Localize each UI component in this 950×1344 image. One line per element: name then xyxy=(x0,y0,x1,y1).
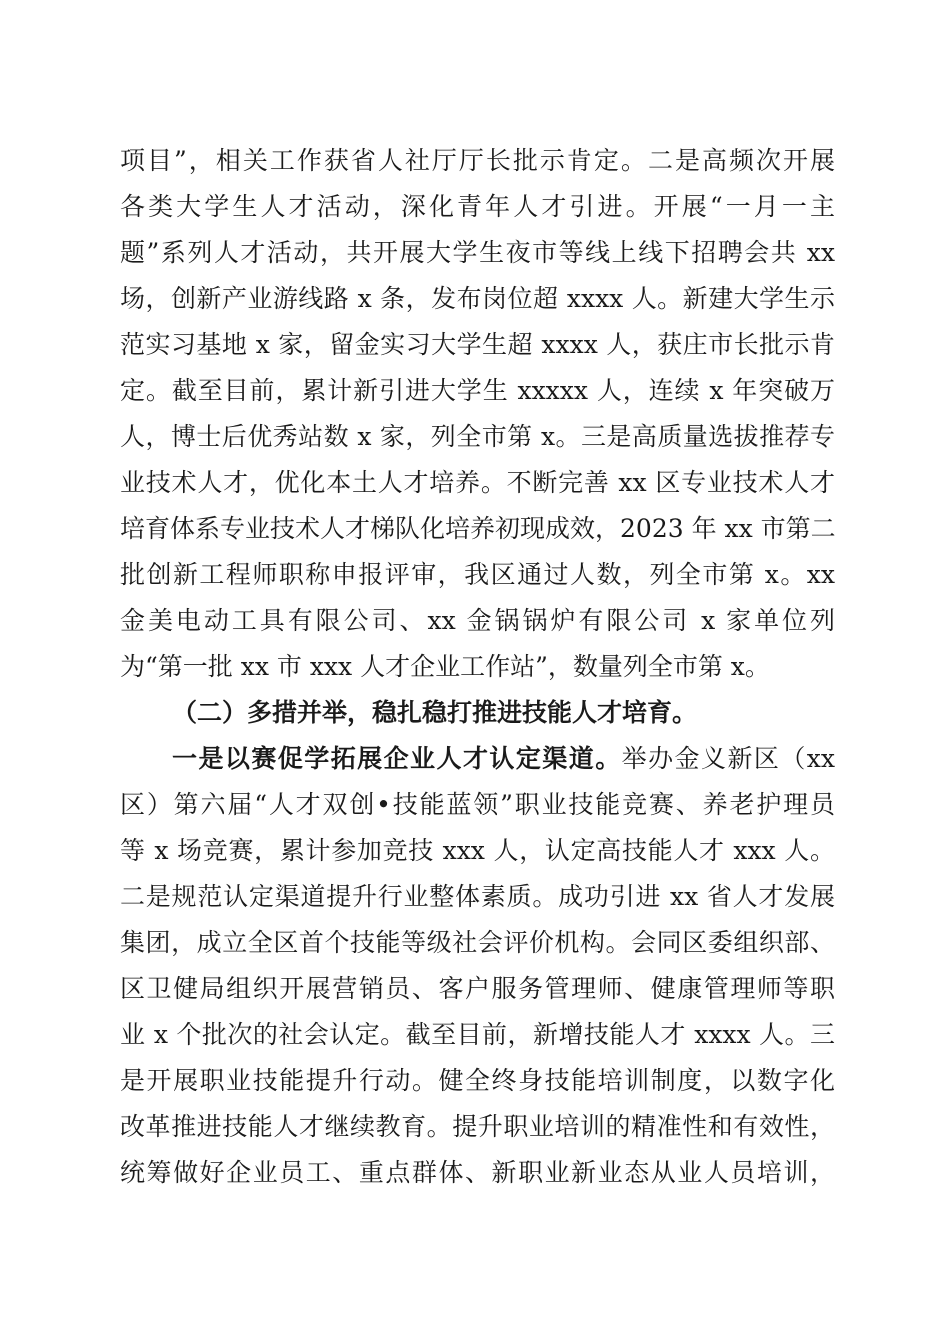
paragraph-line: 为“第一批 xx 市 xxx 人才企业工作站”，数量列全市第 x。 xyxy=(120,652,770,681)
paragraph-line: 场，创新产业游线路 x 条，发布岗位超 xxxx 人。新建大学生示 xyxy=(120,284,835,313)
paragraph-line: 人，博士后优秀站数 x 家，列全市第 x。三是高质量选拔推荐专 xyxy=(120,422,835,451)
paragraph-line: 改革推进技能人才继续教育。提升职业培训的精准性和有效性， xyxy=(120,1112,835,1141)
paragraph-line: 业 x 个批次的社会认定。截至目前，新增技能人才 xxxx 人。三 xyxy=(120,1020,835,1049)
section-heading: （二）多措并举，稳扎稳打推进技能人才培育。 xyxy=(172,698,698,727)
paragraph-line-text: 举办金义新区（xx xyxy=(621,744,835,773)
paragraph-line: 定。截至目前，累计新引进大学生 xxxxx 人，连续 x 年突破万 xyxy=(120,376,835,405)
paragraph-line: 统筹做好企业员工、重点群体、新职业新业态从业人员培训， xyxy=(120,1158,835,1187)
paragraph-line: 区卫健局组织开展营销员、客户服务管理师、健康管理师等职 xyxy=(120,974,835,1003)
paragraph-line: 业技术人才，优化本土人才培养。不断完善 xx 区专业技术人才 xyxy=(120,468,835,497)
paragraph-line: 批创新工程师职称申报评审，我区通过人数，列全市第 x。xx xyxy=(120,560,835,589)
paragraph-line: 是开展职业技能提升行动。健全终身技能培训制度，以数字化 xyxy=(120,1066,835,1095)
paragraph-lead: 一是以赛促学拓展企业人才认定渠道。 xyxy=(172,744,622,773)
paragraph-line xyxy=(172,739,835,779)
paragraph-line: 集团，成立全区首个技能等级社会评价机构。会同区委组织部、 xyxy=(120,928,835,957)
paragraph-line: 各类大学生人才活动，深化青年人才引进。开展“一月一主 xyxy=(120,192,835,221)
paragraph-line: 范实习基地 x 家，留金实习大学生超 xxxx 人，获庄市长批示肯 xyxy=(120,330,835,359)
paragraph-line: 金美电动工具有限公司、xx 金锅锅炉有限公司 x 家单位列 xyxy=(120,606,835,635)
paragraph-line: 等 x 场竞赛，累计参加竞技 xxx 人，认定高技能人才 xxx 人。 xyxy=(120,836,835,865)
paragraph-line: 区）第六届“人才双创•技能蓝领”职业技能竞赛、养老护理员 xyxy=(120,790,835,819)
paragraph-line: 二是规范认定渠道提升行业整体素质。成功引进 xx 省人才发展 xyxy=(120,882,835,911)
paragraph-line: 题”系列人才活动，共开展大学生夜市等线上线下招聘会共 xx xyxy=(120,238,835,267)
paragraph-line: 项目”，相关工作获省人社厅厅长批示肯定。二是高频次开展 xyxy=(120,146,835,175)
paragraph-line: 培育体系专业技术人才梯队化培养初现成效，2023 年 xx 市第二 xyxy=(120,514,836,543)
